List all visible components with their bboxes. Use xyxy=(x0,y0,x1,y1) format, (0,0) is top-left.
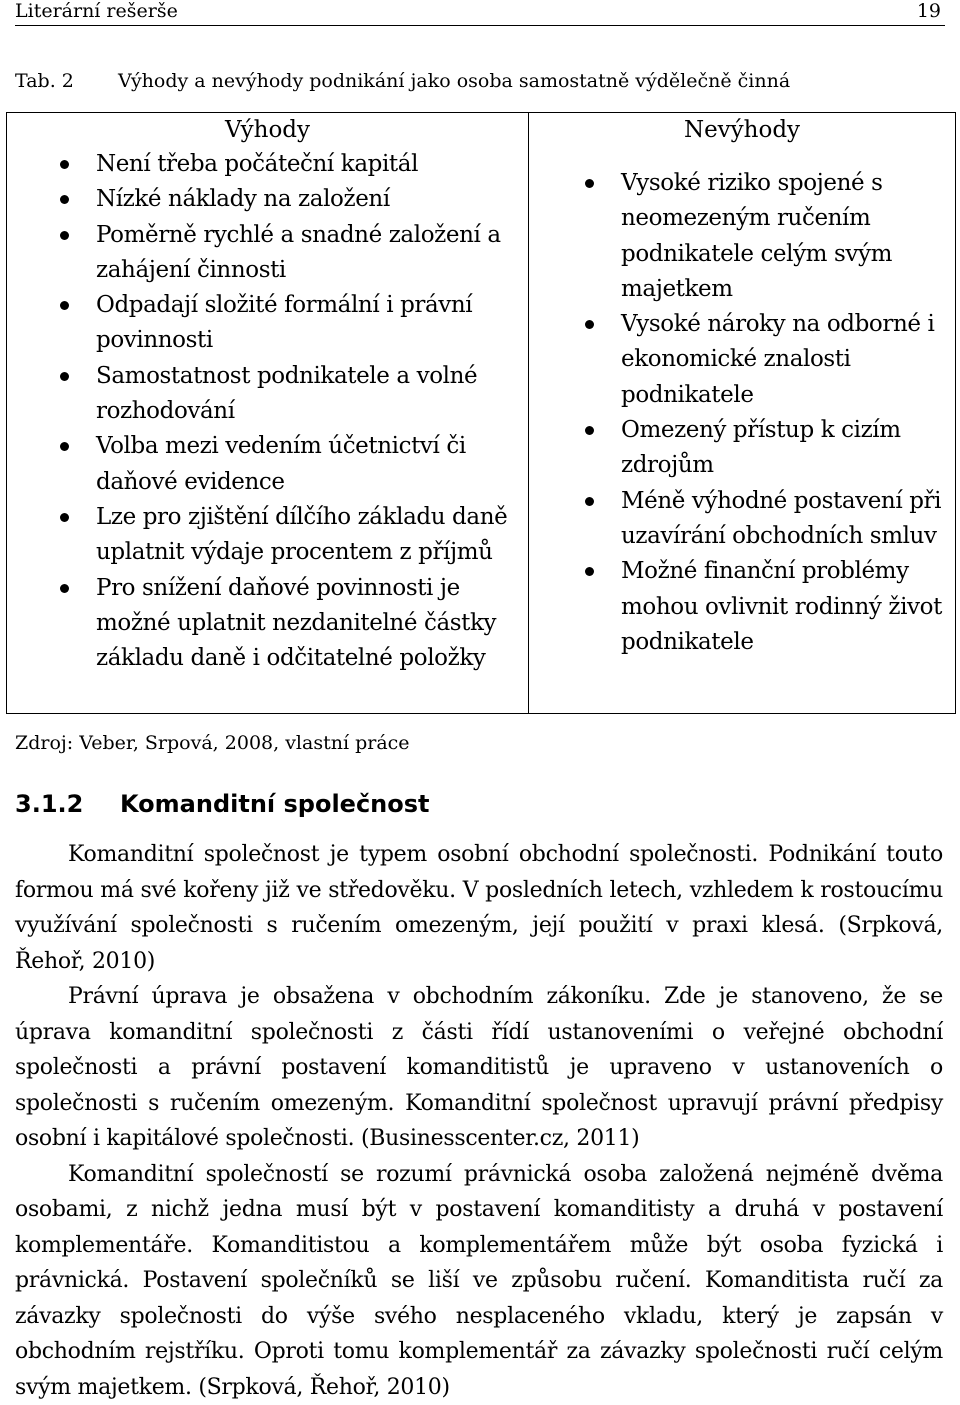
section-title: Komanditní společnost xyxy=(120,790,430,818)
disadvantage-item: Vysoké riziko spojené s neomezeným ručením podnikatele celým svým majetkem xyxy=(529,166,955,307)
advantage-item: Samostatnost podnikatele a volné rozhodování xyxy=(7,359,528,430)
paragraph: Komanditní společnost je typem osobní obchodní společnosti. Podnikání touto formou má své kořeny již ve středověku. V posledních letech, vzhledem k rostoucímu využívání společnosti s ručením omezeným, její použití v praxi klesá. (Srpková, Řehoř, 2010) xyxy=(15,837,943,979)
table-number: Tab. 2 xyxy=(15,68,118,94)
table-caption xyxy=(15,68,790,94)
disadvantage-item: Vysoké nároky na odborné i ekonomické znalosti podnikatele xyxy=(529,307,955,413)
section-number: 3.1.2 xyxy=(15,788,120,820)
advantages-column xyxy=(7,113,529,713)
disadvantage-item: Možné finanční problémy mohou ovlivnit rodinný život podnikatele xyxy=(529,554,955,660)
disadvantages-column xyxy=(529,113,955,713)
table-title: Výhody a nevýhody podnikání jako osoba samostatně výdělečně činná xyxy=(118,70,790,92)
advantage-item: Lze pro zjištění dílčího základu daně uplatnit výdaje procentem z příjmů xyxy=(7,500,528,571)
table-source-note: Zdroj: Veber, Srpová, 2008, vlastní práce xyxy=(15,730,410,756)
paragraph: Komanditní společností se rozumí právnická osoba založená nejméně dvěma osobami, z nichž jedna musí být v postavení komanditisty a druhá v postavení komplementáře. Komanditistou a komplementářem může být osoba fyzická i právnická. Postavení společníků se liší ve způsobu ručení. Komanditista ručí za závazky společnosti do výše svého nesplaceného vkladu, který je zapsán v obchodním rejstříku. Oproti tomu komplementář za závazky společnosti ručí celým svým majetkem. (Srpková, Řehoř, 2010) xyxy=(15,1157,943,1405)
advantage-item: Nízké náklady na založení xyxy=(7,182,528,217)
disadvantage-item: Méně výhodné postavení při uzavírání obchodních smluv xyxy=(529,484,955,555)
advantage-item: Volba mezi vedením účetnictví či daňové evidence xyxy=(7,429,528,500)
pros-cons-table xyxy=(6,112,956,714)
advantage-item: Není třeba počáteční kapitál xyxy=(7,147,528,182)
running-header xyxy=(15,0,945,26)
section-body xyxy=(15,837,943,1405)
advantage-item: Odpadají složité formální i právní povinnosti xyxy=(7,288,528,359)
advantages-list xyxy=(7,147,528,676)
advantage-item: Poměrně rychlé a snadné založení a zahájení činnosti xyxy=(7,218,528,289)
advantage-item: Pro snížení daňové povinnosti je možné uplatnit nezdanitelné částky základu daně i odčitatelné položky xyxy=(7,571,528,677)
chapter-title: Literární rešerše xyxy=(15,0,178,22)
paragraph: Právní úprava je obsažena v obchodním zákoníku. Zde je stanoveno, že se úprava komanditní společnosti z části řídí ustanoveními o veřejné obchodní společnosti a právní postavení komanditistů je upraveno v ustanoveních o společnosti s ručením omezeným. Komanditní společnost upravují právní předpisy osobní i kapitálové společnosti. (Businesscenter.cz, 2011) xyxy=(15,979,943,1157)
disadvantages-list xyxy=(529,166,955,660)
disadvantage-item: Omezený přístup k cizím zdrojům xyxy=(529,413,955,484)
section-heading xyxy=(15,788,430,820)
page-number: 19 xyxy=(917,0,941,22)
advantages-heading: Výhody xyxy=(7,113,528,147)
disadvantages-heading: Nevýhody xyxy=(529,113,955,147)
